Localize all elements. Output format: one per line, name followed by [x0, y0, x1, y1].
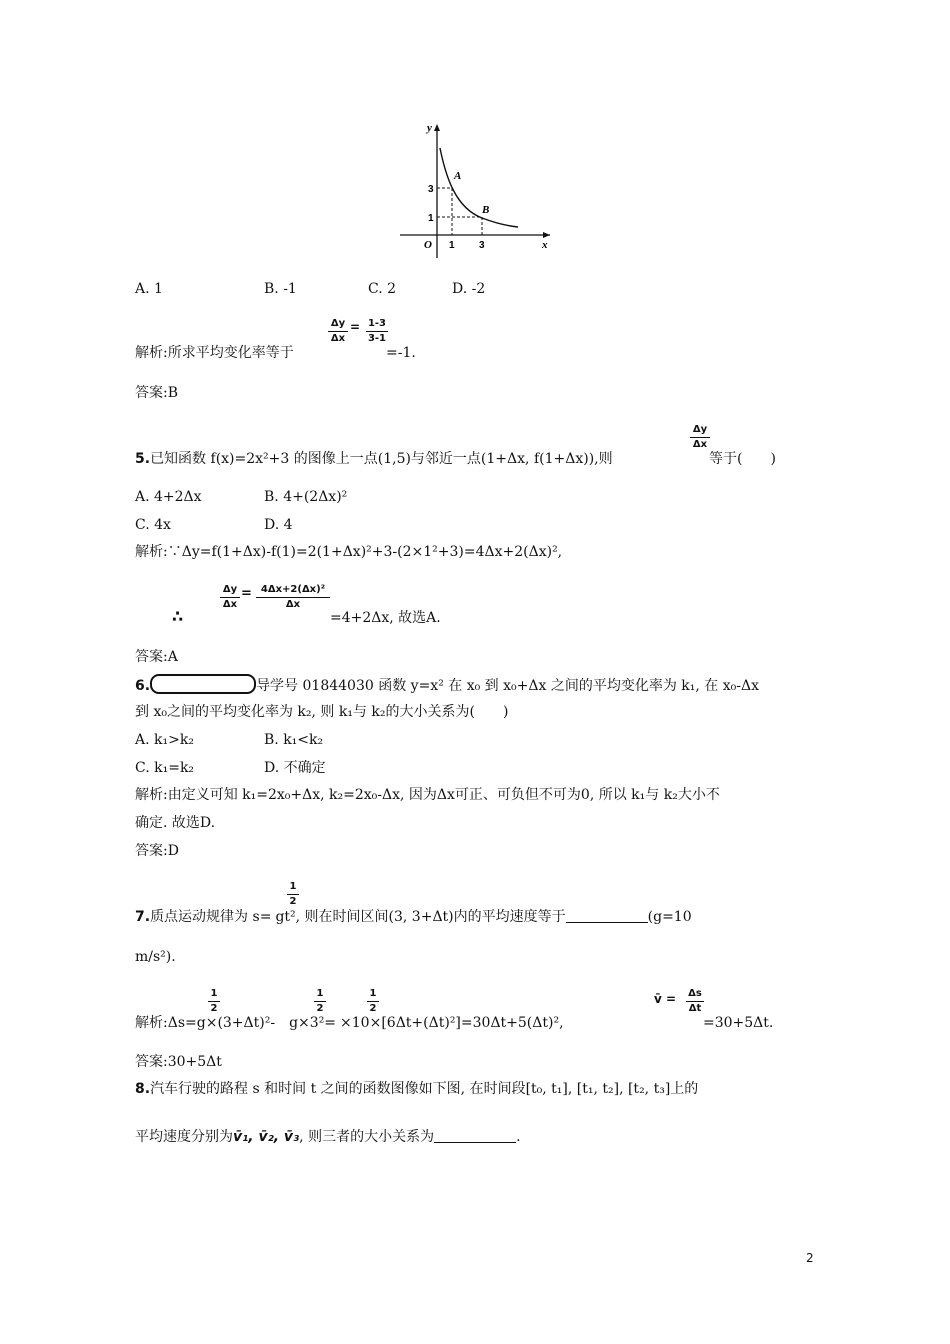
q6-stem-line2: 到 x₀之间的平均变化率为 k₂, 则 k₁与 k₂的大小关系为( ): [135, 704, 509, 720]
q8-answer-blank: [434, 1128, 516, 1143]
q5-option-b: B. 4+(2Δx)²: [264, 489, 348, 505]
q7-solution-result: =30+5Δt.: [703, 1015, 774, 1031]
q5-stem: 5.已知函数 f(x)=2x²+3 的图像上一点(1,5)与邻近一点(1+Δx, f(1+Δx)),则: [135, 451, 613, 467]
q5-therefore: ∴: [172, 607, 184, 626]
q6-badge: [150, 674, 256, 694]
q8-stem-line1: 8.汽车行驶的路程 s 和时间 t 之间的函数图像如下图, 在时间段[t₀, t₁], [t₁, t₂], [t₂, t₃]上的: [135, 1081, 699, 1097]
q4-frac-value: 1-3 3-1: [367, 318, 387, 344]
q5-frac-left: Δy Δx: [220, 584, 240, 611]
q5-option-d: D. 4: [264, 517, 293, 533]
q7-stem-line2: m/s²).: [135, 949, 176, 965]
y-tick-1: 1: [428, 213, 434, 224]
q4-solution: 解析:所求平均变化率等于: [135, 345, 294, 361]
q6-option-d: D. 不确定: [264, 760, 326, 776]
q6-option-b: B. k₁<k₂: [264, 732, 324, 748]
q4-frac-dy-dx: Δy Δx: [328, 318, 348, 345]
q5-solution-line1: 解析:∵Δy=f(1+Δx)-f(1)=2(1+Δx)²+3-(2×1²+3)=4Δx+2(Δx)²,: [135, 544, 563, 560]
q6-stem-line1: 6. 导学号 01844030 函数 y=x² 在 x₀ 到 x₀+Δx 之间的平均变化率为 k₁, 在 x₀-Δx: [135, 674, 759, 696]
q6-solution-line1: 解析:由定义可知 k₁=2x₀+Δx, k₂=2x₀-Δx, 因为Δx可正、可负但不可为0, 所以 k₁与 k₂大小不: [135, 787, 720, 803]
q7-sol-half-3: 1 2: [367, 988, 379, 1015]
q4-option-b: B. -1: [264, 281, 297, 297]
q4-answer: 答案:B: [135, 385, 179, 401]
q5-option-a: A. 4+2Δx: [135, 489, 202, 505]
q5-solution-line2: =4+2Δx, 故选A.: [330, 610, 441, 626]
q7-solution: 解析:Δs=g×(3+Δt)²- g×3²= ×10×[6Δt+(Δt)²]=30Δt+5(Δt)²,: [135, 1015, 564, 1031]
y-tick-3: 3: [428, 184, 434, 195]
q5-stem-end: 等于( ): [709, 451, 776, 467]
q7-answer-blank: [566, 908, 648, 923]
q8-stem-line2: 平均速度分别为v̄₁, v̄₂, v̄₃, 则三者的大小关系为 .: [135, 1129, 521, 1145]
q7-half-fraction: 1 2: [287, 881, 299, 908]
q7-sol-half-1: 1 2: [208, 988, 220, 1015]
x-tick-1: 1: [449, 240, 455, 251]
q5-frac-stem: Δy Δx: [690, 424, 710, 451]
q7-sol-half-2: 1 2: [314, 988, 326, 1015]
q4-option-a: A. 1: [135, 281, 163, 297]
q4-option-c: C. 2: [368, 281, 397, 297]
q5-answer: 答案:A: [135, 649, 178, 665]
q6-answer: 答案:D: [135, 843, 179, 859]
q7-stem-line1: 7.质点运动规律为 s= gt², 则在时间区间(3, 3+Δt)内的平均速度等于 (g=10: [135, 909, 692, 925]
point-a-label: A: [454, 170, 462, 182]
q4-solution-result: =-1.: [386, 345, 416, 361]
page-number: 2: [806, 1251, 814, 1265]
q7-frac-ds-dt: Δs Δt: [686, 988, 704, 1015]
q7-answer: 答案:30+5Δt: [135, 1054, 222, 1070]
y-axis-label: y: [427, 122, 432, 134]
origin-label: O: [424, 239, 432, 251]
function-graph: [390, 118, 560, 263]
x-tick-3: 3: [479, 240, 485, 251]
q8-velocities: v̄₁, v̄₂, v̄₃: [233, 1129, 300, 1145]
q6-option-c: C. k₁=k₂: [135, 760, 195, 776]
q7-vbar: v̄ =: [654, 992, 677, 1006]
q4-option-d: D. -2: [452, 281, 486, 297]
q5-frac-right: 4Δx+2(Δx)² Δx: [256, 584, 330, 611]
q6-solution-line2: 确定. 故选D.: [135, 815, 216, 831]
q6-option-a: A. k₁>k₂: [135, 732, 194, 748]
x-axis-label: x: [542, 239, 548, 251]
point-b-label: B: [482, 204, 490, 216]
q5-option-c: C. 4x: [135, 517, 171, 533]
